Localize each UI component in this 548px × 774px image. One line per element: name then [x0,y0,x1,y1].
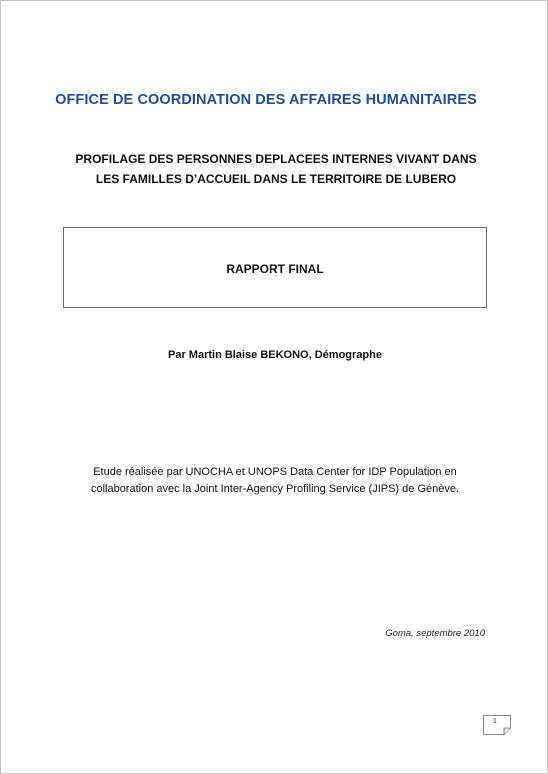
study-description [41,464,509,498]
study-description-line: collaboration avec la Joint Inter-Agency Profiling Service (JIPS) de Génève. [90,483,460,495]
study-description-line: Etude réalisée par UNOCHA et UNOPS Data Center for IDP Population en [93,466,457,478]
organization-title: OFFICE DE COORDINATION DES AFFAIRES HUMANITAIRES [55,92,477,108]
report-label-box [63,227,487,308]
place-date: Goma, septembre 2010 [385,628,485,639]
document-title-line: LES FAMILLES D’ACCUEIL DANS LE TERRITOIRE DE LUBERO [95,172,457,186]
page-number-box [483,715,511,735]
author-line: Par Martin Blaise BEKONO, Démographe [168,349,382,361]
page-number: 1 [493,718,497,725]
document-title-line: PROFILAGE DES PERSONNES DEPLACEES INTERNES VIVANT DANS [75,152,477,166]
report-label: RAPPORT FINAL [226,262,324,276]
document-title [51,149,501,189]
